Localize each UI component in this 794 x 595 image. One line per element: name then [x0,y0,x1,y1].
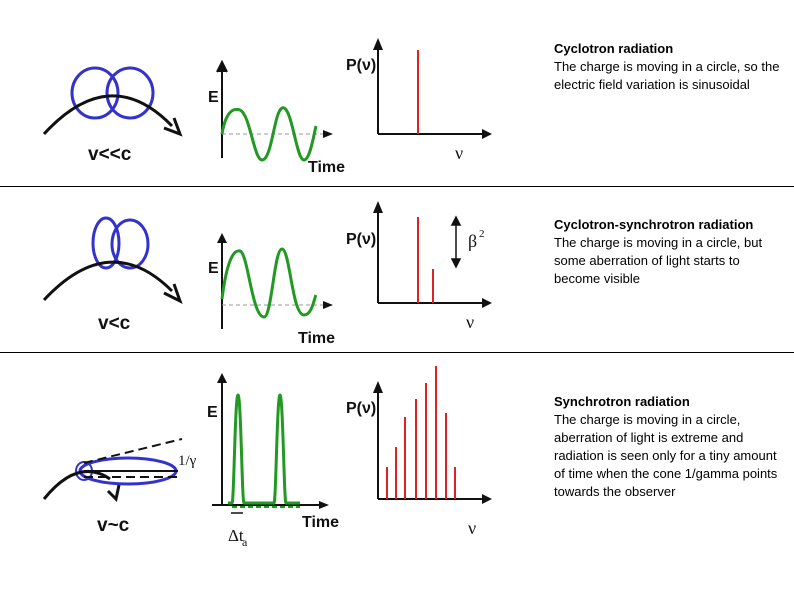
description-body: The charge is moving in a circle, so the electric field variation is sinusoidal [554,59,780,92]
nu-axis-label: ν [455,143,464,163]
time-axes [212,377,323,505]
description-body: The charge is moving in a circle, aberration of light is extreme and radiation is seen only for a tiny amount of time when the cone 1/gamma points towards the observer [554,412,778,499]
regime-label: v<<c [88,144,132,165]
pulse-train [228,395,300,503]
p-axis-label: P(ν) [346,231,377,248]
p-axis-label: P(ν) [346,400,377,417]
beta-label: β [468,231,478,251]
description-title: Cyclotron radiation [554,41,674,56]
regime-label: v~c [97,515,130,536]
e-axis-label: E [208,260,219,277]
spectrum-axes [378,387,486,499]
time-axis-label: Time [308,159,346,176]
e-axis-label: E [208,89,219,106]
spectrum-axes [378,44,486,134]
gamma-label: 1/γ [178,453,197,469]
dipole-lobes [93,218,148,268]
description-synchrotron [554,393,784,501]
dipole-lobes [72,68,153,118]
orbit-arrow [44,262,180,301]
description-cyclotron-synchrotron [554,216,784,288]
description-body: The charge is moving in a circle, but some aberration of light starts to become visible [554,235,763,286]
row-cyclotron-synchrotron [0,187,794,352]
e-axis-label: E [207,404,218,421]
nu-axis-label: ν [468,518,477,538]
p-axis-label: P(ν) [346,57,377,74]
row-synchrotron [0,353,794,595]
distorted-wave [222,249,316,317]
description-cyclotron [554,40,784,94]
time-axis-label: Time [302,514,340,531]
beta-squared-indicator [452,217,460,267]
beaming-cone [76,439,182,484]
spectrum-harmonics [387,366,455,499]
orbit-arrow [44,96,180,134]
beta-exponent: 2 [479,228,485,240]
description-title: Synchrotron radiation [554,394,690,409]
regime-label: v<c [98,313,131,334]
delta-t-label: Δt [228,526,244,545]
time-axis-label: Time [298,330,336,347]
row-cyclotron [0,0,794,186]
delta-t-subscript: a [242,535,248,549]
description-title: Cyclotron-synchrotron radiation [554,217,754,232]
nu-axis-label: ν [466,312,475,332]
